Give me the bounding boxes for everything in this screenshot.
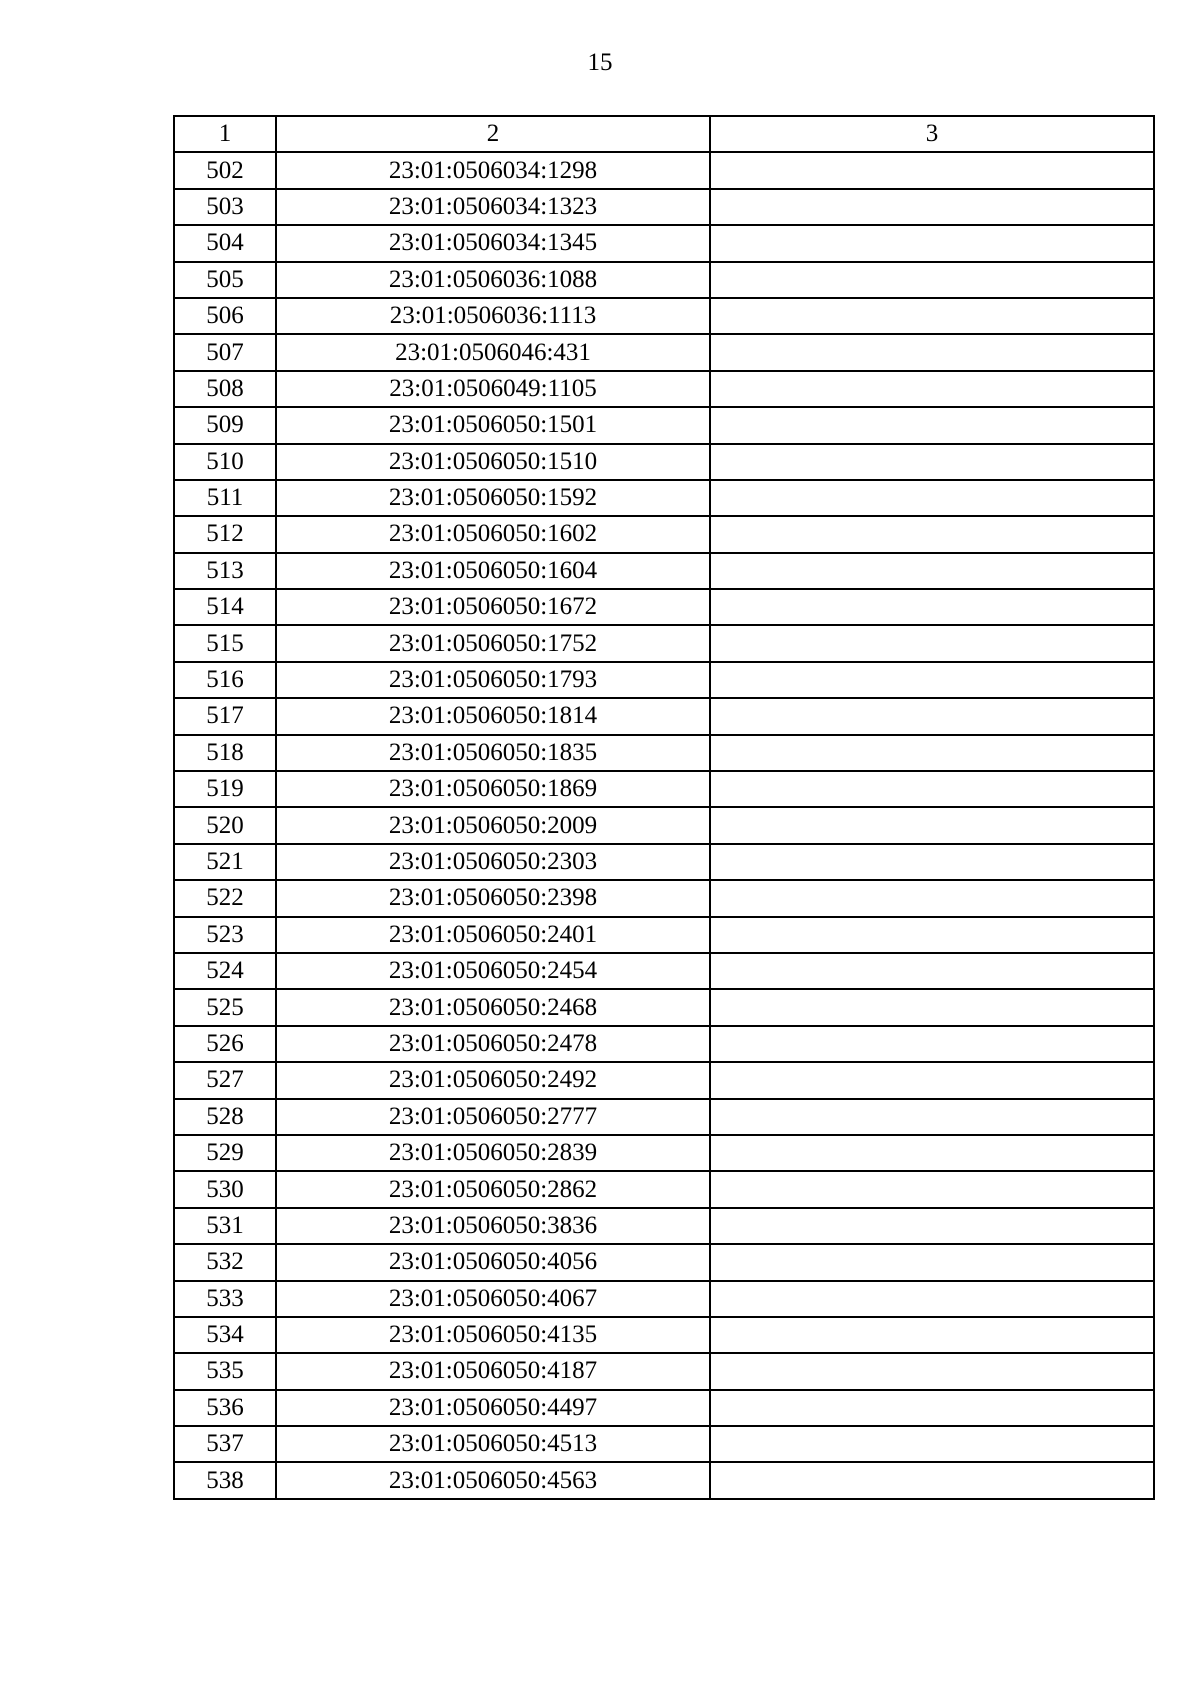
- row-number-cell: 535: [174, 1353, 276, 1389]
- note-cell: [710, 1317, 1154, 1353]
- table-row: [174, 735, 1154, 771]
- cadastral-number-cell: 23:01:0506050:2468: [276, 989, 710, 1025]
- row-number-cell: 537: [174, 1426, 276, 1462]
- table-row: [174, 771, 1154, 807]
- cadastral-number-cell: 23:01:0506050:4513: [276, 1426, 710, 1462]
- cadastral-number-cell: 23:01:0506050:1510: [276, 444, 710, 480]
- row-number-cell: 534: [174, 1317, 276, 1353]
- table-row: [174, 1317, 1154, 1353]
- table-row: [174, 1099, 1154, 1135]
- cadastral-number-cell: 23:01:0506050:4497: [276, 1390, 710, 1426]
- row-number-cell: 515: [174, 625, 276, 661]
- header-cell-col1: 1: [174, 116, 276, 152]
- note-cell: [710, 953, 1154, 989]
- row-number-cell: 528: [174, 1099, 276, 1135]
- note-cell: [710, 1244, 1154, 1280]
- cadastral-number-cell: 23:01:0506050:4135: [276, 1317, 710, 1353]
- table-row: [174, 189, 1154, 225]
- table-row: [174, 1208, 1154, 1244]
- cadastral-number-cell: 23:01:0506050:4187: [276, 1353, 710, 1389]
- note-cell: [710, 152, 1154, 188]
- table-row: [174, 1026, 1154, 1062]
- note-cell: [710, 662, 1154, 698]
- table-row: [174, 625, 1154, 661]
- table-header-row: [174, 116, 1154, 152]
- table-row: [174, 917, 1154, 953]
- note-cell: [710, 917, 1154, 953]
- cadastral-number-cell: 23:01:0506034:1298: [276, 152, 710, 188]
- note-cell: [710, 262, 1154, 298]
- note-cell: [710, 298, 1154, 334]
- cadastral-number-cell: 23:01:0506050:2401: [276, 917, 710, 953]
- note-cell: [710, 880, 1154, 916]
- note-cell: [710, 807, 1154, 843]
- row-number-cell: 516: [174, 662, 276, 698]
- row-number-cell: 525: [174, 989, 276, 1025]
- cadastral-number-cell: 23:01:0506050:4056: [276, 1244, 710, 1280]
- table-row: [174, 334, 1154, 370]
- table-row: [174, 1353, 1154, 1389]
- table-row: [174, 1390, 1154, 1426]
- table-row: [174, 662, 1154, 698]
- row-number-cell: 532: [174, 1244, 276, 1280]
- table-row: [174, 371, 1154, 407]
- cadastral-number-cell: 23:01:0506050:1592: [276, 480, 710, 516]
- cadastral-number-cell: 23:01:0506050:2839: [276, 1135, 710, 1171]
- cadastral-number-cell: 23:01:0506050:2492: [276, 1062, 710, 1098]
- note-cell: [710, 1135, 1154, 1171]
- note-cell: [710, 1462, 1154, 1498]
- cadastral-number-cell: 23:01:0506050:2862: [276, 1171, 710, 1207]
- row-number-cell: 522: [174, 880, 276, 916]
- row-number-cell: 520: [174, 807, 276, 843]
- cadastral-number-cell: 23:01:0506050:4067: [276, 1281, 710, 1317]
- row-number-cell: 519: [174, 771, 276, 807]
- cadastral-number-cell: 23:01:0506050:1835: [276, 735, 710, 771]
- row-number-cell: 503: [174, 189, 276, 225]
- cadastral-number-cell: 23:01:0506050:1869: [276, 771, 710, 807]
- row-number-cell: 511: [174, 480, 276, 516]
- table-row: [174, 844, 1154, 880]
- table-row: [174, 1462, 1154, 1498]
- cadastral-number-cell: 23:01:0506050:1793: [276, 662, 710, 698]
- table-body: [174, 116, 1154, 1499]
- row-number-cell: 509: [174, 407, 276, 443]
- row-number-cell: 531: [174, 1208, 276, 1244]
- header-cell-col2: 2: [276, 116, 710, 152]
- row-number-cell: 506: [174, 298, 276, 334]
- note-cell: [710, 1171, 1154, 1207]
- note-cell: [710, 625, 1154, 661]
- row-number-cell: 507: [174, 334, 276, 370]
- row-number-cell: 527: [174, 1062, 276, 1098]
- row-number-cell: 538: [174, 1462, 276, 1498]
- row-number-cell: 510: [174, 444, 276, 480]
- note-cell: [710, 480, 1154, 516]
- table-row: [174, 152, 1154, 188]
- table-row: [174, 1281, 1154, 1317]
- note-cell: [710, 407, 1154, 443]
- cadastral-number-cell: 23:01:0506036:1088: [276, 262, 710, 298]
- cadastral-number-cell: 23:01:0506050:1501: [276, 407, 710, 443]
- row-number-cell: 530: [174, 1171, 276, 1207]
- table-row: [174, 262, 1154, 298]
- table-row: [174, 225, 1154, 261]
- row-number-cell: 529: [174, 1135, 276, 1171]
- table-row: [174, 1244, 1154, 1280]
- row-number-cell: 502: [174, 152, 276, 188]
- table-row: [174, 1171, 1154, 1207]
- note-cell: [710, 1099, 1154, 1135]
- cadastral-number-cell: 23:01:0506050:1672: [276, 589, 710, 625]
- note-cell: [710, 1426, 1154, 1462]
- note-cell: [710, 735, 1154, 771]
- note-cell: [710, 698, 1154, 734]
- cadastral-number-cell: 23:01:0506050:2478: [276, 1026, 710, 1062]
- table-row: [174, 953, 1154, 989]
- cadastral-number-cell: 23:01:0506050:1602: [276, 516, 710, 552]
- cadastral-number-cell: 23:01:0506050:1752: [276, 625, 710, 661]
- cadastral-number-cell: 23:01:0506050:2009: [276, 807, 710, 843]
- row-number-cell: 514: [174, 589, 276, 625]
- note-cell: [710, 553, 1154, 589]
- note-cell: [710, 589, 1154, 625]
- cadastral-table: [173, 115, 1155, 1500]
- note-cell: [710, 844, 1154, 880]
- row-number-cell: 526: [174, 1026, 276, 1062]
- cadastral-number-cell: 23:01:0506050:2777: [276, 1099, 710, 1135]
- cadastral-number-cell: 23:01:0506034:1345: [276, 225, 710, 261]
- cadastral-number-cell: 23:01:0506050:2398: [276, 880, 710, 916]
- table-row: [174, 698, 1154, 734]
- cadastral-number-cell: 23:01:0506049:1105: [276, 371, 710, 407]
- table-row: [174, 553, 1154, 589]
- row-number-cell: 518: [174, 735, 276, 771]
- table-row: [174, 1426, 1154, 1462]
- note-cell: [710, 444, 1154, 480]
- table-row: [174, 807, 1154, 843]
- row-number-cell: 504: [174, 225, 276, 261]
- page-number: 15: [587, 49, 613, 76]
- note-cell: [710, 1281, 1154, 1317]
- row-number-cell: 505: [174, 262, 276, 298]
- cadastral-number-cell: 23:01:0506036:1113: [276, 298, 710, 334]
- row-number-cell: 536: [174, 1390, 276, 1426]
- table-row: [174, 1062, 1154, 1098]
- cadastral-number-cell: 23:01:0506050:3836: [276, 1208, 710, 1244]
- row-number-cell: 508: [174, 371, 276, 407]
- table-row: [174, 989, 1154, 1025]
- note-cell: [710, 371, 1154, 407]
- row-number-cell: 523: [174, 917, 276, 953]
- cadastral-number-cell: 23:01:0506034:1323: [276, 189, 710, 225]
- cadastral-number-cell: 23:01:0506050:4563: [276, 1462, 710, 1498]
- cadastral-number-cell: 23:01:0506050:1604: [276, 553, 710, 589]
- table-row: [174, 298, 1154, 334]
- table-row: [174, 480, 1154, 516]
- table-row: [174, 589, 1154, 625]
- note-cell: [710, 225, 1154, 261]
- note-cell: [710, 771, 1154, 807]
- row-number-cell: 513: [174, 553, 276, 589]
- table-row: [174, 444, 1154, 480]
- note-cell: [710, 1026, 1154, 1062]
- table-row: [174, 516, 1154, 552]
- note-cell: [710, 989, 1154, 1025]
- note-cell: [710, 1208, 1154, 1244]
- note-cell: [710, 1390, 1154, 1426]
- table-row: [174, 880, 1154, 916]
- row-number-cell: 517: [174, 698, 276, 734]
- note-cell: [710, 189, 1154, 225]
- table-row: [174, 1135, 1154, 1171]
- row-number-cell: 512: [174, 516, 276, 552]
- row-number-cell: 521: [174, 844, 276, 880]
- row-number-cell: 524: [174, 953, 276, 989]
- note-cell: [710, 516, 1154, 552]
- note-cell: [710, 334, 1154, 370]
- table-row: [174, 407, 1154, 443]
- cadastral-number-cell: 23:01:0506050:2454: [276, 953, 710, 989]
- cadastral-number-cell: 23:01:0506046:431: [276, 334, 710, 370]
- note-cell: [710, 1062, 1154, 1098]
- note-cell: [710, 1353, 1154, 1389]
- row-number-cell: 533: [174, 1281, 276, 1317]
- cadastral-number-cell: 23:01:0506050:1814: [276, 698, 710, 734]
- cadastral-number-cell: 23:01:0506050:2303: [276, 844, 710, 880]
- header-cell-col3: 3: [710, 116, 1154, 152]
